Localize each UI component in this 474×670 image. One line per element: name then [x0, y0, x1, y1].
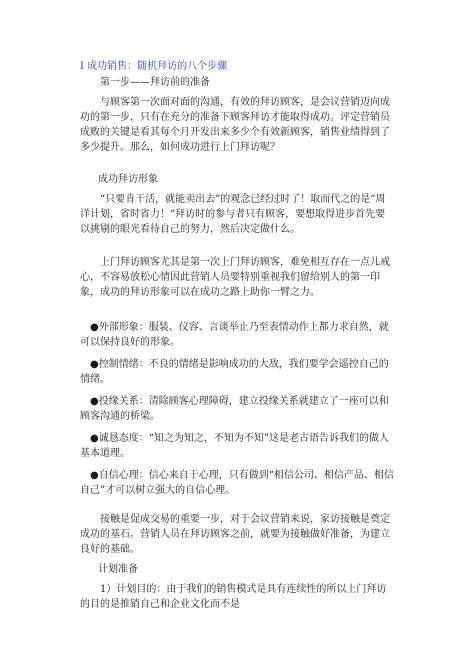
bullet-confidence: ●自信心理：信心来自于心理，只有做到“相信公司、相信产品、相信自己”才可以树立强大的自信心理。	[80, 470, 394, 496]
paragraph-first-impression: 上门拜访顾客尤其是第一次上门拜访顾客，难免相互存在一点儿戒心，不容易放松心情因此营销人员要特别重视我们留给别人的第一印象，成功的拜访形象可以在成功之路上助你一臂之力。	[80, 257, 390, 298]
paragraph-plan-purpose: 1）计划目的：由于我们的销售模式是具有连续性的所以上门拜访的目的是推销自己和企业文化而不是	[80, 584, 387, 610]
bullet-appearance: ●外部形象：服装、仪容、言谈举止乃至表情动作上都力求自然，就可以保持良好的形象。	[80, 322, 389, 348]
step-heading: 第一步——拜访前的准备	[100, 77, 210, 88]
paragraph-intro: 与顾客第一次面对面的沟通，有效的拜访顾客，是会议营销迈向成功的第一步，只有在充分的准备下顾客拜访才能取得成功。评定营销员成败的关键是看其每个月开发出来多少个有效新顾客，销售业绩得到了多少提升。那么，如何成功进行上门拜访呢？	[80, 97, 390, 153]
paragraph-contact: 接触是促成交易的重要一步，对于会议营销来说，家访接触是奠定成功的基石。营销人员在拜访顾客之前，就要为接触做好准备，为建立良好的基础。	[80, 514, 390, 555]
paragraph-planning: “只要肯干活，就能卖出去”的观念已经过时了！取而代之的是“周详计划，省时省力！”拜访时的参与者只有顾客，要想取得进步首先要以挑剔的眼光看待自己的努力，然后决定做什么。	[80, 194, 386, 235]
bullet-rapport: ●投缘关系：清除顾客心理障碍，建立投缘关系就建立了一座可以和顾客沟通的桥梁。	[80, 396, 389, 422]
section-heading-plan: 计划准备	[98, 564, 138, 575]
bullet-sincerity: ●诚恳态度：“知之为知之，不知为不知”这是老古语告诉我们的做人基本道理。	[80, 433, 389, 459]
section-heading-image: 成功拜访形象	[98, 174, 158, 185]
document-title[interactable]: I 成功销售：随机拜访的八个步骤	[80, 61, 228, 72]
bullet-emotion: ●控制情绪：不良的情绪是影响成功的大敌，我们要学会遥控自己的情绪。	[80, 359, 389, 385]
